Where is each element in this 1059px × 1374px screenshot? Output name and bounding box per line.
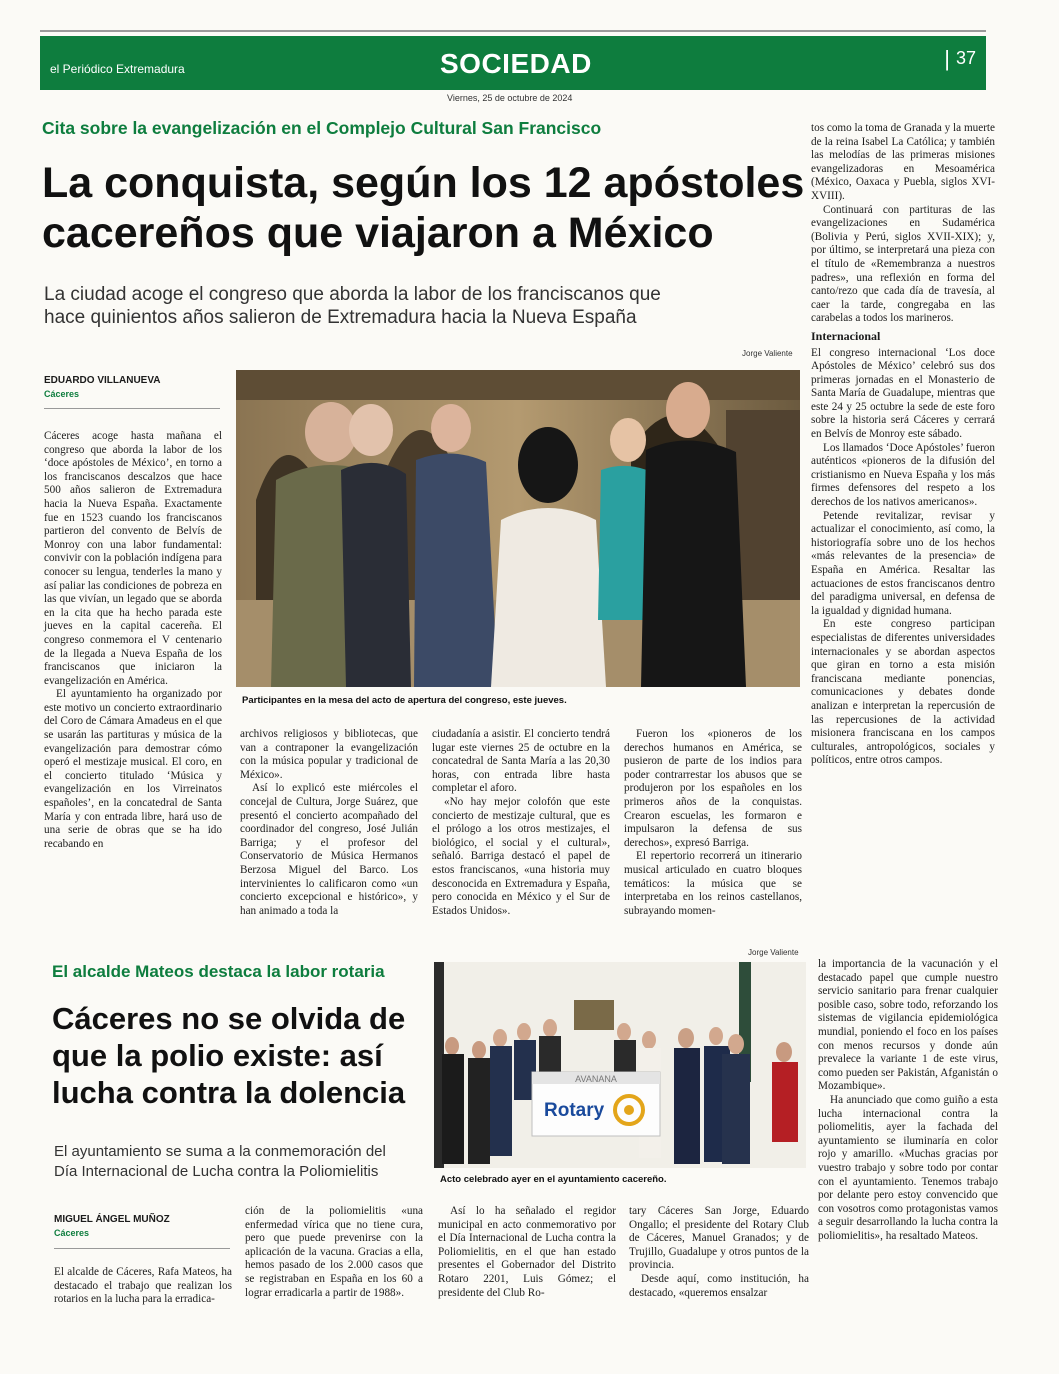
article2-column5 — [818, 958, 998, 1243]
article1-photo-credit: Jorge Valiente — [742, 349, 793, 358]
article2-col5-para2: Ha anunciado que como guiño a esta lucha internacional contra la poliomelitis, ayer la fachada del ayuntamiento se iluminaría en color rojo y amarillo. «Muchas gracias por vuestro trabajo y sobre todo por contar con el ayuntamiento. Tenemos trabajo por delante pero estoy convencido que con vosotros como protagonistas vamos a seguir desarrollando la lucha contra la poliomielitis», ha resaltado Mateos. — [818, 1093, 998, 1242]
article2-col3-para1: Así lo ha señalado el regidor municipal en acto conmemorativo por el Día Internacional de Lucha contra la Poliomielitis, en el que han estado presentes el Gobernador del Distrito Rotaro 2201, Luis Gómez; el presidente del Club Ro- — [438, 1205, 616, 1299]
article1-kicker: Cita sobre la evangelización en el Complejo Cultural San Francisco — [42, 118, 602, 138]
article2-column2 — [245, 1205, 423, 1300]
article1-col3-para1: ciudadanía a asistir. El concierto tendrá lugar este viernes 25 de octubre en la concatedral de Santa María a las 20,30 horas, con entrada libre hasta completar el aforo. — [432, 728, 610, 795]
article1-headline-line1: La conquista, según los 12 apóstoles — [42, 159, 805, 207]
article2-headline — [52, 1000, 405, 1111]
article1-col4-para1: Fueron los «pioneros de los derechos humanos en América, se pusieron de parte de los indios para poder contrarrestar los abusos que se produjeron por los españoles en los primeros años de la conquistas. Crearon escuelas, les formaron e impulsaron la defensa de sus derechos», expresó Barriga. — [624, 728, 802, 849]
article1-col2-para1: archivos religiosos y bibliotecas, que van a contraponer la evangelización con la música popular y tradicional de México». — [240, 728, 418, 781]
article1-col2-para2: Así lo explicó este miércoles el concejal de Cultura, Jorge Suárez, que presentó el concierto acompañado del coordinador del congreso, José Julián Barriga; y el profesor del Conservatorio de Música Hermanos Berzosa Miguel del Barco. Los intervinientes lo calificaron como «un concierto excepcional e histórico», y han animado a toda la — [240, 782, 418, 917]
article2-col4-para1: tary Cáceres San Jorge, Eduardo Ongallo; el presidente del Rotary Club de Cáceres, Manuel Granados; y de Trujillo, Guadalupe y otros puntos de la provincia. — [629, 1205, 809, 1272]
article1-col5-para2: Continuará con partituras de las evangelizaciones en Sudamérica (Bolivia y Perú, siglos XVII-XIX); y, por último, se interpretará una pieza con el título de «Remembranza a nuestros padres», una reflexión en forma del canto/rezo que cada día de travesía, al caer la tarde, congregaba en las carabelas a todos los marineros. — [811, 203, 995, 325]
publication-name: el Periódico Extremadura — [50, 62, 185, 76]
article2-column4 — [629, 1205, 809, 1300]
article1-author: EDUARDO VILLANUEVA — [44, 375, 161, 386]
article2-author: MIGUEL ÁNGEL MUÑOZ — [54, 1214, 170, 1225]
article1-column3 — [432, 728, 610, 918]
article1-col1-para1: Cáceres acoge hasta mañana el congreso que aborda la labor de los ‘doce apóstoles de México’, en torno a los franciscanos descalzos que hace 500 años salieron de Extremadura hacia la Nueva España. Exactamente fue en 1523 cuando los franciscanos partieron del convento de Belvís de Monroy con una labor fundamental: convivir con la población indígena para conocer su lengua, tenderles la mano y así paliar las condiciones de pobreza en las que vivían, un legado que se aborda en la cita que ha hecho parada este jueves en la capital cacereña. El congreso conmemora el V centenario de la llegada a Nueva España de los franciscanos que iniciaron la evangelización en América. — [44, 430, 222, 687]
article1-col5-para5: Petende revitalizar, revisar y actualizar el conocimiento, así como, la historiografía sobre uno de los hechos «más relevantes de la presencia» de España en América. Resaltar las actuaciones de estos franciscanos dentro del paradigma universal, en defensa de la igualdad y dignidad humana. — [811, 509, 995, 617]
article1-headline-line2: cacereños que viajaron a México — [42, 209, 714, 257]
article1-column1 — [44, 430, 222, 851]
top-rule — [40, 30, 986, 32]
article1-col1-para2: El ayuntamiento ha organizado por este motivo un concierto extraordinario del Coro de Cámara Amadeus en el que se usarán las partituras y música de la evangelización para demostrar cómo operó el mestizaje musical. El coro, en el concierto titulado ‘Música y evangelización en los Virreinatos españoles’, en la concatedral de Santa María y con entrada libre, hará uso de una serie de obras que se ha ido recabando en — [44, 688, 222, 850]
article1-column4 — [624, 728, 802, 918]
article1-photo-caption: Participantes en la mesa del acto de apertura del congreso, este jueves. — [242, 695, 567, 706]
article1-col4-para2: El repertorio recorrerá un itinerario musical articulado en cuatro bloques temáticos: la música que se interpretaba en los reinos castellanos, subrayando momen- — [624, 850, 802, 917]
article2-column3 — [438, 1205, 616, 1300]
article1-col5-para4: Los llamados ‘Doce Apóstoles’ fueron auténticos «pioneros de la difusión del cristianismo en Nueva España y los más firmes defensores del respeto a los derechos de los nativos americanos». — [811, 441, 995, 509]
article1-location: Cáceres — [44, 389, 80, 399]
rotary-banner-text: Rotary — [544, 1100, 605, 1121]
article2-photo — [434, 962, 806, 1168]
article1-subtitle-line2: hace quinientos años salieron de Extremadura hacia la Nueva España — [44, 307, 637, 328]
article1-col5-para1: tos como la toma de Granada y la muerte de la reina Isabel La Católica; y también las melodías de las primeras misiones evangelizadoras en Mesoamérica (México, Oaxaca y Puebla, siglos XVI-XVIII). — [811, 122, 995, 202]
article2-col4-para2: Desde aquí, como institución, ha destacado, «queremos ensalzar — [629, 1272, 809, 1299]
article2-headline-line3: lucha contra la dolencia — [52, 1075, 406, 1110]
article1-photo — [236, 370, 800, 687]
banner-top-text: AVANANA — [575, 1074, 617, 1084]
page-separator: | — [944, 46, 950, 71]
article2-location: Cáceres — [54, 1228, 90, 1238]
article2-subtitle-line1: El ayuntamiento se suma a la conmemoración del — [54, 1143, 386, 1160]
article2-photo-credit: Jorge Valiente — [748, 948, 799, 957]
byline-rule-2 — [54, 1248, 230, 1249]
rotary-group-image — [434, 962, 806, 1168]
section-title: SOCIEDAD — [440, 48, 592, 79]
article1-col3-para2: «No hay mejor colofón que este concierto de mestizaje cultural, que es el prólogo a los otros mestizajes, el biológico, el social y el cultural», señaló. Barriga destacó el papel de estos franciscanos, «una historia muy desconocida en Extremadura y España, pero conocida en México y el Sur de Estados Unidos». — [432, 795, 610, 917]
byline-rule — [44, 408, 220, 409]
article2-col1-para1: El alcalde de Cáceres, Rafa Mateos, ha destacado el trabajo que realizan los rotarios en la lucha para la erradica- — [54, 1266, 232, 1306]
article1-col5-para3: El congreso internacional ‘Los doce Apóstoles de México’ celebró sus dos primeras jornadas en el Monasterio de Santa María de Guadalupe, mientras que este 24 y 25 octubre la sede de este foro sobre la historia será Cáceres y cerrará en Belvís de Monroy este sábado. — [811, 346, 995, 441]
article1-col5-para6: En este congreso participan especialistas de diferentes universidades internacionales y se abordan aspectos que giran en torno a esta misión franciscana mediante ponencias, comunicaciones y debates donde analizan e interpretan la repercusión de las repercusiones de la actividad misionera franciscana en los campos culturales, antropológicos, sociales y políticos, entre otros campos. — [811, 618, 995, 767]
article2-column1 — [54, 1266, 232, 1307]
article2-col5-para1: la importancia de la vacunación y el destacado papel que cumple nuestro servicio sanitario para frenar cualquier posible caso, sobre todo, reforzando los sistemas de vigilancia epidemiológica mundial, poniendo el foco en los países con menos recursos y donde aún prevalece la variante 1 de este virus, como pueden ser Pakistán, Afganistán o Mozambique». — [818, 958, 998, 1093]
article2-subtitle — [54, 1142, 386, 1182]
article1-column2 — [240, 728, 418, 918]
issue-date: Viernes, 25 de octubre de 2024 — [447, 93, 573, 103]
article2-headline-line2: que la polio existe: así — [52, 1038, 383, 1073]
article1-subtitle — [44, 283, 661, 329]
article1-column5 — [811, 122, 995, 768]
article2-photo-caption: Acto celebrado ayer en el ayuntamiento cacereño. — [440, 1174, 667, 1185]
article2-subtitle-line2: Día Internacional de Lucha contra la Poliomielitis — [54, 1163, 379, 1180]
article2-headline-line1: Cáceres no se olvida de — [52, 1001, 406, 1036]
article1-headline — [42, 158, 804, 258]
subhead-internacional: Internacional — [811, 328, 881, 343]
article2-kicker: El alcalde Mateos destaca la labor rotaria — [52, 962, 385, 981]
article1-subtitle-line1: La ciudad acoge el congreso que aborda la labor de los franciscanos que — [44, 284, 661, 305]
page-number: 37 — [955, 48, 976, 68]
congress-participants-image — [236, 370, 800, 687]
section-header-bar — [40, 36, 986, 90]
article2-col2-para1: ción de la poliomielitis «una enfermedad vírica que no tiene cura, pero que puede prevenirse con la aplicación de la vacuna. Gracias a ella, hemos pasado de los 2.000 casos que se registraban en España en los 60 a lograr erradicarla a partir de 1988». — [245, 1205, 423, 1299]
